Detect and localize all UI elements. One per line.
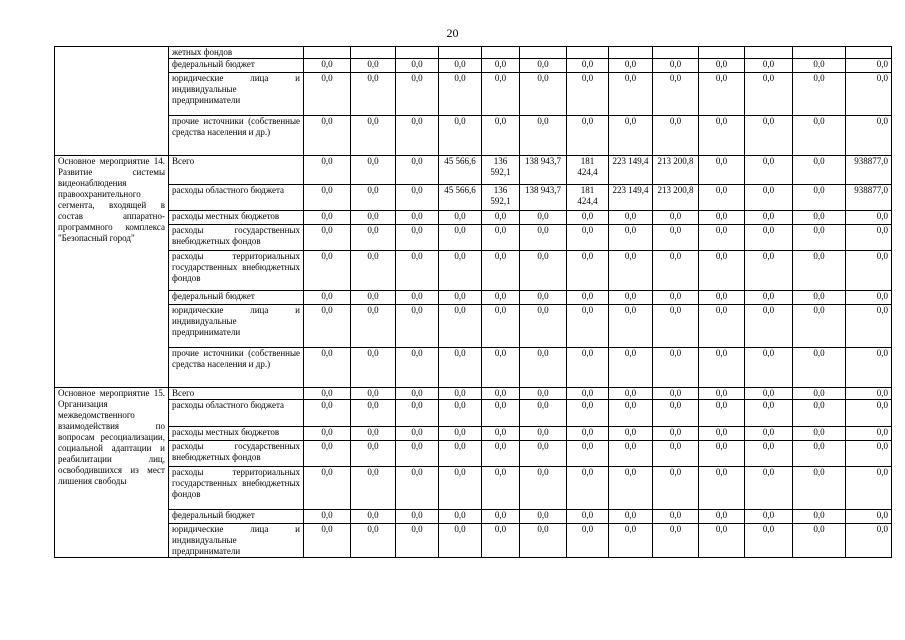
value-cell: 0,0 xyxy=(482,291,520,305)
value-cell: 0,0 xyxy=(351,116,396,156)
value-cell: 0,0 xyxy=(846,427,892,441)
value-cell: 0,0 xyxy=(396,59,439,73)
value-cell: 0,0 xyxy=(396,427,439,441)
value-cell: 136 592,1 xyxy=(482,185,520,211)
value-cell: 0,0 xyxy=(609,225,653,251)
value-cell: 0,0 xyxy=(653,524,699,558)
value-cell: 0,0 xyxy=(520,510,567,524)
value-cell: 0,0 xyxy=(846,251,892,291)
value-cell: 0,0 xyxy=(520,73,567,116)
value-cell: 0,0 xyxy=(699,59,745,73)
value-cell: 181 424,4 xyxy=(567,156,609,185)
value-cell: 0,0 xyxy=(567,467,609,510)
value-cell: 0,0 xyxy=(439,388,482,400)
table-row xyxy=(55,388,892,400)
value-cell: 0,0 xyxy=(653,441,699,467)
value-cell: 0,0 xyxy=(699,185,745,211)
value-cell: 0,0 xyxy=(609,467,653,510)
value-cell: 0,0 xyxy=(396,185,439,211)
value-cell: 0,0 xyxy=(304,524,351,558)
value-cell: 0,0 xyxy=(793,388,846,400)
value-cell: 0,0 xyxy=(699,291,745,305)
value-cell: 0,0 xyxy=(439,400,482,427)
value-cell: 0,0 xyxy=(745,225,793,251)
value-cell: 0,0 xyxy=(396,388,439,400)
value-cell: 0,0 xyxy=(793,156,846,185)
value-cell: 0,0 xyxy=(520,116,567,156)
value-cell xyxy=(567,47,609,59)
value-cell: 0,0 xyxy=(567,510,609,524)
value-cell: 0,0 xyxy=(699,467,745,510)
value-cell: 0,0 xyxy=(351,441,396,467)
funding-source-cell: расходы государственных внебюджетных фондов xyxy=(169,441,304,467)
value-cell xyxy=(439,47,482,59)
value-cell xyxy=(396,47,439,59)
value-cell: 0,0 xyxy=(793,251,846,291)
value-cell: 0,0 xyxy=(520,225,567,251)
value-cell: 0,0 xyxy=(846,225,892,251)
table-row xyxy=(55,348,892,388)
table-row xyxy=(55,73,892,116)
value-cell: 0,0 xyxy=(304,305,351,348)
value-cell: 0,0 xyxy=(745,251,793,291)
table-row xyxy=(55,185,892,211)
value-cell: 0,0 xyxy=(304,510,351,524)
value-cell: 0,0 xyxy=(699,305,745,348)
value-cell: 0,0 xyxy=(520,524,567,558)
value-cell: 0,0 xyxy=(396,400,439,427)
value-cell: 0,0 xyxy=(745,400,793,427)
value-cell: 0,0 xyxy=(609,388,653,400)
value-cell: 0,0 xyxy=(567,291,609,305)
value-cell: 181 424,4 xyxy=(567,185,609,211)
value-cell: 0,0 xyxy=(846,116,892,156)
value-cell: 0,0 xyxy=(439,291,482,305)
value-cell: 0,0 xyxy=(699,441,745,467)
value-cell: 938877,0 xyxy=(846,185,892,211)
value-cell: 0,0 xyxy=(396,156,439,185)
value-cell xyxy=(793,47,846,59)
value-cell xyxy=(351,47,396,59)
value-cell: 0,0 xyxy=(745,388,793,400)
value-cell: 0,0 xyxy=(609,73,653,116)
section-cell: Основное мероприятие 14. Развитие системы видеонаблюдения правоохранительного сегмента, входящей в состав аппаратно-программного комплекса "Безопасный город" xyxy=(55,156,169,388)
value-cell: 0,0 xyxy=(567,388,609,400)
table-row xyxy=(55,116,892,156)
value-cell: 0,0 xyxy=(482,251,520,291)
value-cell: 0,0 xyxy=(653,467,699,510)
value-cell: 0,0 xyxy=(482,510,520,524)
value-cell: 0,0 xyxy=(609,305,653,348)
table-row xyxy=(55,291,892,305)
value-cell: 45 566,6 xyxy=(439,185,482,211)
value-cell: 0,0 xyxy=(351,73,396,116)
funding-source-cell: расходы местных бюджетов xyxy=(169,211,304,225)
value-cell: 0,0 xyxy=(304,116,351,156)
value-cell: 0,0 xyxy=(351,185,396,211)
value-cell: 0,0 xyxy=(699,73,745,116)
funding-source-cell: федеральный бюджет xyxy=(169,291,304,305)
value-cell: 0,0 xyxy=(351,156,396,185)
table-row xyxy=(55,251,892,291)
value-cell: 0,0 xyxy=(699,400,745,427)
section-cell: Основное мероприятие 15. Организация межведомственного взаимодействия по вопросам ресоциализации, социальной адаптации и реабилитации лиц, освободившихся из мест лишения свободы xyxy=(55,388,169,558)
funding-source-cell: прочие источники (собственные средства населения и др.) xyxy=(169,348,304,388)
value-cell: 0,0 xyxy=(609,524,653,558)
value-cell: 213 200,8 xyxy=(653,185,699,211)
value-cell: 0,0 xyxy=(567,211,609,225)
value-cell: 0,0 xyxy=(520,467,567,510)
value-cell: 0,0 xyxy=(482,441,520,467)
value-cell: 0,0 xyxy=(609,400,653,427)
value-cell: 0,0 xyxy=(351,427,396,441)
value-cell: 0,0 xyxy=(745,116,793,156)
value-cell: 0,0 xyxy=(520,211,567,225)
value-cell: 0,0 xyxy=(520,59,567,73)
value-cell: 0,0 xyxy=(567,73,609,116)
value-cell: 0,0 xyxy=(482,388,520,400)
value-cell: 0,0 xyxy=(304,388,351,400)
value-cell: 0,0 xyxy=(699,427,745,441)
value-cell: 0,0 xyxy=(793,524,846,558)
value-cell: 0,0 xyxy=(482,524,520,558)
value-cell: 0,0 xyxy=(567,59,609,73)
value-cell: 0,0 xyxy=(653,427,699,441)
table-row xyxy=(55,47,892,59)
funding-source-cell: юридические лица и индивидуальные предприниматели xyxy=(169,524,304,558)
funding-source-cell: юридические лица и индивидуальные предприниматели xyxy=(169,73,304,116)
value-cell: 0,0 xyxy=(653,305,699,348)
funding-source-cell: Всего xyxy=(169,388,304,400)
value-cell: 0,0 xyxy=(439,524,482,558)
value-cell xyxy=(846,47,892,59)
value-cell: 0,0 xyxy=(793,211,846,225)
value-cell: 0,0 xyxy=(482,348,520,388)
value-cell: 0,0 xyxy=(653,400,699,427)
value-cell xyxy=(699,47,745,59)
value-cell: 0,0 xyxy=(567,251,609,291)
value-cell: 0,0 xyxy=(846,348,892,388)
value-cell: 0,0 xyxy=(846,400,892,427)
value-cell xyxy=(609,47,653,59)
value-cell: 0,0 xyxy=(653,73,699,116)
value-cell: 0,0 xyxy=(653,59,699,73)
value-cell: 0,0 xyxy=(699,510,745,524)
value-cell: 0,0 xyxy=(520,400,567,427)
value-cell: 138 943,7 xyxy=(520,156,567,185)
value-cell: 0,0 xyxy=(745,211,793,225)
value-cell: 0,0 xyxy=(793,291,846,305)
value-cell: 0,0 xyxy=(609,59,653,73)
value-cell: 0,0 xyxy=(304,211,351,225)
section-cell xyxy=(55,47,169,156)
value-cell: 0,0 xyxy=(653,116,699,156)
value-cell: 0,0 xyxy=(482,467,520,510)
value-cell: 0,0 xyxy=(653,211,699,225)
value-cell: 0,0 xyxy=(793,427,846,441)
funding-source-cell: прочие источники (собственные средства населения и др.) xyxy=(169,116,304,156)
value-cell: 223 149,4 xyxy=(609,185,653,211)
value-cell: 0,0 xyxy=(396,116,439,156)
table-row xyxy=(55,305,892,348)
value-cell: 0,0 xyxy=(439,467,482,510)
value-cell: 45 566,6 xyxy=(439,156,482,185)
value-cell: 0,0 xyxy=(482,73,520,116)
value-cell: 0,0 xyxy=(351,59,396,73)
value-cell: 0,0 xyxy=(745,156,793,185)
value-cell: 0,0 xyxy=(846,510,892,524)
table-row xyxy=(55,441,892,467)
value-cell: 0,0 xyxy=(482,59,520,73)
value-cell: 0,0 xyxy=(482,305,520,348)
value-cell: 0,0 xyxy=(304,467,351,510)
value-cell: 0,0 xyxy=(396,305,439,348)
value-cell xyxy=(482,47,520,59)
value-cell: 0,0 xyxy=(653,510,699,524)
value-cell: 0,0 xyxy=(396,251,439,291)
value-cell: 0,0 xyxy=(439,251,482,291)
value-cell: 0,0 xyxy=(846,441,892,467)
value-cell: 0,0 xyxy=(567,427,609,441)
value-cell: 136 592,1 xyxy=(482,156,520,185)
value-cell: 0,0 xyxy=(351,524,396,558)
value-cell: 0,0 xyxy=(793,116,846,156)
funding-source-cell: расходы местных бюджетов xyxy=(169,427,304,441)
value-cell: 0,0 xyxy=(699,156,745,185)
value-cell: 0,0 xyxy=(745,185,793,211)
funding-source-cell: расходы областного бюджета xyxy=(169,400,304,427)
funding-source-cell: расходы территориальных государственных внебюджетных фондов xyxy=(169,251,304,291)
value-cell: 0,0 xyxy=(699,116,745,156)
value-cell: 0,0 xyxy=(351,510,396,524)
funding-source-cell: Всего xyxy=(169,156,304,185)
value-cell: 0,0 xyxy=(396,441,439,467)
value-cell: 0,0 xyxy=(439,348,482,388)
value-cell: 0,0 xyxy=(609,116,653,156)
value-cell: 0,0 xyxy=(793,73,846,116)
value-cell: 0,0 xyxy=(699,524,745,558)
value-cell: 0,0 xyxy=(745,348,793,388)
value-cell: 0,0 xyxy=(351,225,396,251)
value-cell: 0,0 xyxy=(304,156,351,185)
value-cell: 0,0 xyxy=(520,348,567,388)
value-cell: 0,0 xyxy=(609,510,653,524)
value-cell: 0,0 xyxy=(793,467,846,510)
value-cell xyxy=(745,47,793,59)
value-cell: 0,0 xyxy=(653,348,699,388)
value-cell: 0,0 xyxy=(396,467,439,510)
value-cell: 0,0 xyxy=(304,251,351,291)
value-cell: 0,0 xyxy=(520,388,567,400)
value-cell: 0,0 xyxy=(439,305,482,348)
value-cell: 0,0 xyxy=(567,348,609,388)
value-cell: 0,0 xyxy=(567,305,609,348)
value-cell: 0,0 xyxy=(653,291,699,305)
value-cell: 138 943,7 xyxy=(520,185,567,211)
value-cell: 0,0 xyxy=(567,524,609,558)
value-cell xyxy=(304,47,351,59)
value-cell: 0,0 xyxy=(396,291,439,305)
value-cell: 0,0 xyxy=(567,225,609,251)
funding-source-cell: жетных фондов xyxy=(169,47,304,59)
page-number: 20 xyxy=(446,26,459,40)
value-cell: 0,0 xyxy=(351,211,396,225)
value-cell: 0,0 xyxy=(482,211,520,225)
budget-table xyxy=(54,46,892,558)
value-cell: 0,0 xyxy=(439,59,482,73)
table-row xyxy=(55,400,892,427)
value-cell: 0,0 xyxy=(793,59,846,73)
funding-source-cell: расходы государственных внебюджетных фондов xyxy=(169,225,304,251)
value-cell: 0,0 xyxy=(793,441,846,467)
value-cell: 0,0 xyxy=(793,225,846,251)
value-cell: 0,0 xyxy=(699,388,745,400)
value-cell: 0,0 xyxy=(846,524,892,558)
table-row xyxy=(55,59,892,73)
funding-source-cell: федеральный бюджет xyxy=(169,510,304,524)
value-cell: 0,0 xyxy=(846,388,892,400)
funding-source-cell: юридические лица и индивидуальные предприниматели xyxy=(169,305,304,348)
value-cell: 0,0 xyxy=(396,348,439,388)
value-cell: 0,0 xyxy=(304,185,351,211)
value-cell: 0,0 xyxy=(482,225,520,251)
value-cell: 0,0 xyxy=(304,225,351,251)
funding-source-cell: федеральный бюджет xyxy=(169,59,304,73)
value-cell: 0,0 xyxy=(482,116,520,156)
value-cell: 0,0 xyxy=(304,73,351,116)
funding-source-cell: расходы территориальных государственных внебюджетных фондов xyxy=(169,467,304,510)
value-cell: 0,0 xyxy=(567,441,609,467)
value-cell: 0,0 xyxy=(745,524,793,558)
value-cell: 0,0 xyxy=(609,427,653,441)
value-cell: 0,0 xyxy=(520,427,567,441)
value-cell: 0,0 xyxy=(653,251,699,291)
value-cell: 0,0 xyxy=(351,251,396,291)
table-row xyxy=(55,211,892,225)
funding-source-cell: расходы областного бюджета xyxy=(169,185,304,211)
value-cell: 0,0 xyxy=(520,291,567,305)
table-row xyxy=(55,510,892,524)
value-cell: 0,0 xyxy=(396,73,439,116)
value-cell: 0,0 xyxy=(351,400,396,427)
value-cell: 0,0 xyxy=(396,510,439,524)
value-cell: 0,0 xyxy=(520,441,567,467)
value-cell: 0,0 xyxy=(439,73,482,116)
table-row xyxy=(55,156,892,185)
value-cell: 0,0 xyxy=(520,305,567,348)
table-row xyxy=(55,467,892,510)
value-cell: 0,0 xyxy=(396,524,439,558)
value-cell: 0,0 xyxy=(745,427,793,441)
value-cell xyxy=(520,47,567,59)
value-cell: 223 149,4 xyxy=(609,156,653,185)
value-cell: 0,0 xyxy=(304,400,351,427)
value-cell: 0,0 xyxy=(304,427,351,441)
value-cell: 0,0 xyxy=(351,348,396,388)
value-cell: 213 200,8 xyxy=(653,156,699,185)
value-cell: 0,0 xyxy=(699,225,745,251)
value-cell: 0,0 xyxy=(609,211,653,225)
value-cell: 0,0 xyxy=(609,441,653,467)
value-cell: 0,0 xyxy=(745,510,793,524)
value-cell: 0,0 xyxy=(439,211,482,225)
value-cell: 0,0 xyxy=(439,427,482,441)
value-cell: 0,0 xyxy=(304,441,351,467)
value-cell: 0,0 xyxy=(846,291,892,305)
value-cell: 0,0 xyxy=(653,388,699,400)
value-cell: 0,0 xyxy=(793,305,846,348)
value-cell: 0,0 xyxy=(304,291,351,305)
table-row xyxy=(55,524,892,558)
value-cell: 0,0 xyxy=(793,510,846,524)
value-cell: 0,0 xyxy=(351,291,396,305)
value-cell: 0,0 xyxy=(567,116,609,156)
value-cell: 0,0 xyxy=(745,305,793,348)
value-cell: 0,0 xyxy=(793,185,846,211)
value-cell: 0,0 xyxy=(846,211,892,225)
value-cell: 0,0 xyxy=(745,291,793,305)
value-cell: 0,0 xyxy=(846,305,892,348)
value-cell: 0,0 xyxy=(846,73,892,116)
value-cell: 0,0 xyxy=(846,467,892,510)
value-cell xyxy=(653,47,699,59)
value-cell: 0,0 xyxy=(304,348,351,388)
value-cell: 0,0 xyxy=(482,400,520,427)
value-cell: 0,0 xyxy=(699,348,745,388)
value-cell: 0,0 xyxy=(351,305,396,348)
table-row xyxy=(55,225,892,251)
value-cell: 0,0 xyxy=(482,427,520,441)
value-cell: 0,0 xyxy=(699,211,745,225)
value-cell: 0,0 xyxy=(304,59,351,73)
value-cell: 0,0 xyxy=(567,400,609,427)
value-cell: 0,0 xyxy=(439,116,482,156)
value-cell: 0,0 xyxy=(520,251,567,291)
value-cell: 0,0 xyxy=(396,211,439,225)
value-cell: 0,0 xyxy=(609,348,653,388)
value-cell: 0,0 xyxy=(653,225,699,251)
value-cell: 0,0 xyxy=(439,225,482,251)
value-cell: 0,0 xyxy=(699,251,745,291)
value-cell: 0,0 xyxy=(745,441,793,467)
value-cell: 0,0 xyxy=(793,400,846,427)
value-cell: 0,0 xyxy=(351,388,396,400)
value-cell: 0,0 xyxy=(745,73,793,116)
value-cell: 0,0 xyxy=(745,59,793,73)
value-cell: 0,0 xyxy=(745,467,793,510)
value-cell: 938877,0 xyxy=(846,156,892,185)
table-row xyxy=(55,427,892,441)
value-cell: 0,0 xyxy=(439,441,482,467)
value-cell: 0,0 xyxy=(351,467,396,510)
value-cell: 0,0 xyxy=(439,510,482,524)
value-cell: 0,0 xyxy=(793,348,846,388)
value-cell: 0,0 xyxy=(396,225,439,251)
value-cell: 0,0 xyxy=(609,291,653,305)
value-cell: 0,0 xyxy=(846,59,892,73)
value-cell: 0,0 xyxy=(609,251,653,291)
